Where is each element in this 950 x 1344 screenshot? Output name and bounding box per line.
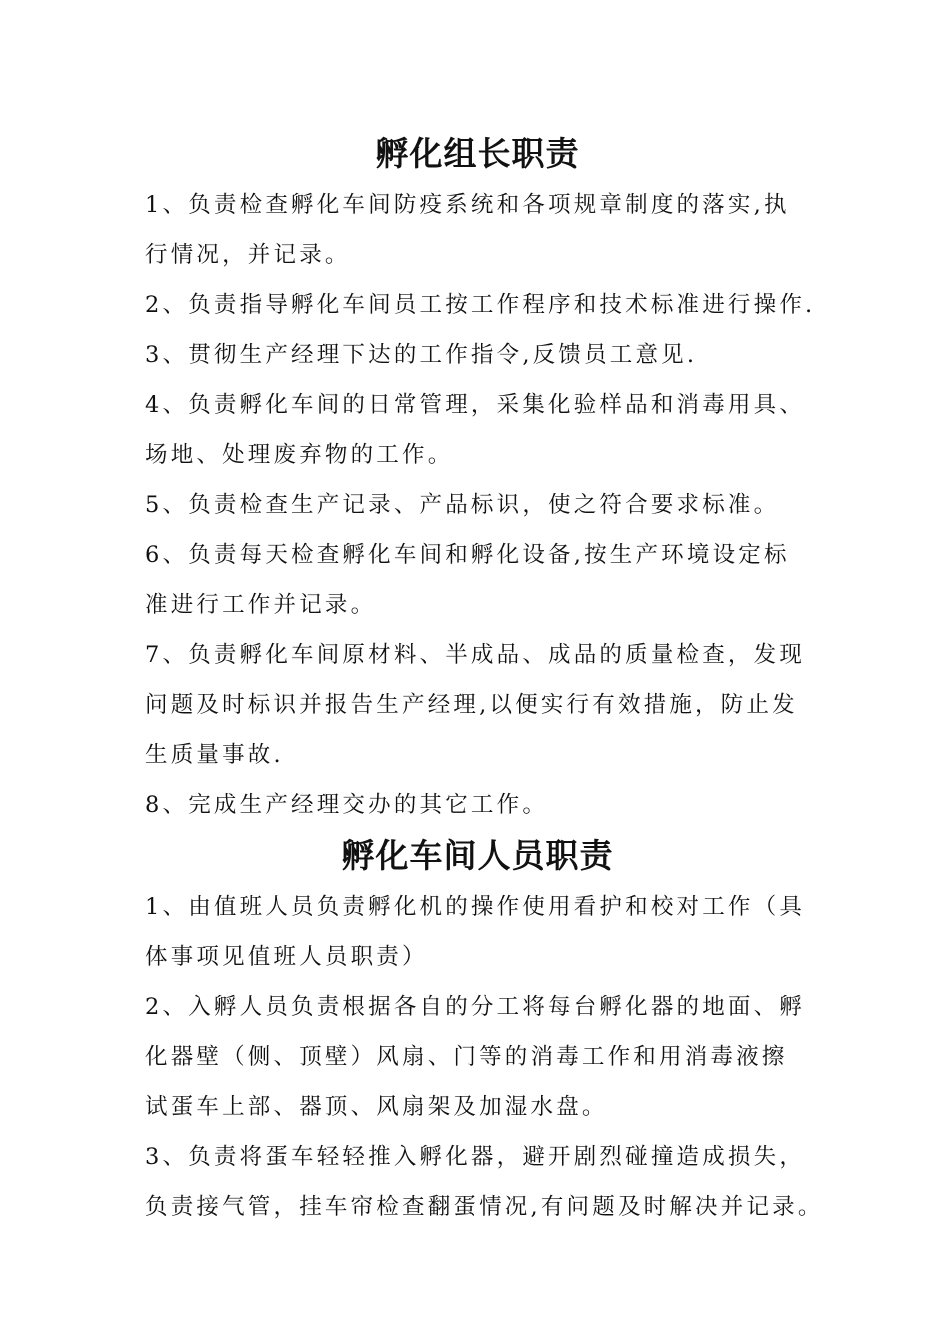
list-item: 2、负责指导孵化车间员工按工作程序和技术标准进行操作. <box>145 292 816 318</box>
section-title-leader: 孵化组长职责 <box>375 134 580 173</box>
list-item: 5、负责检查生产记录、产品标识，使之符合要求标准。 <box>145 492 780 518</box>
section-title-staff: 孵化车间人员职责 <box>341 836 614 875</box>
list-item: 7、负责孵化车间原材料、半成品、成品的质量检查，发现 问题及时标识并报告生产经理,以便实行有效措施，防止发 生质量事故. <box>145 642 806 768</box>
list-item: 1、负责检查孵化车间防疫系统和各项规章制度的落实,执 行情况，并记录。 <box>145 192 790 268</box>
list-item: 6、负责每天检查孵化车间和孵化设备,按生产环境设定标 准进行工作并记录。 <box>145 542 790 618</box>
list-item: 4、负责孵化车间的日常管理，采集化验样品和消毒用具、 场地、处理废弃物的工作。 <box>145 392 806 468</box>
list-item: 3、负责将蛋车轻轻推入孵化器，避开剧烈碰撞造成损失， 负责接气管，挂车帘检查翻蛋情况,有问题及时解决并记录。 <box>145 1144 824 1220</box>
list-item: 1、由值班人员负责孵化机的操作使用看护和校对工作（具 体事项见值班人员职责） <box>145 894 806 970</box>
leader-duties-list <box>145 180 816 830</box>
staff-duties-list <box>145 882 824 1232</box>
list-item: 2、入孵人员负责根据各自的分工将每台孵化器的地面、孵 化器壁（侧、顶壁）风扇、门等的消毒工作和用消毒液擦 试蛋车上部、器顶、风扇架及加湿水盘。 <box>145 994 806 1120</box>
list-item: 8、完成生产经理交办的其它工作。 <box>145 792 549 818</box>
list-item: 3、贯彻生产经理下达的工作指令,反馈员工意见. <box>145 342 698 368</box>
document-page <box>145 128 824 1232</box>
